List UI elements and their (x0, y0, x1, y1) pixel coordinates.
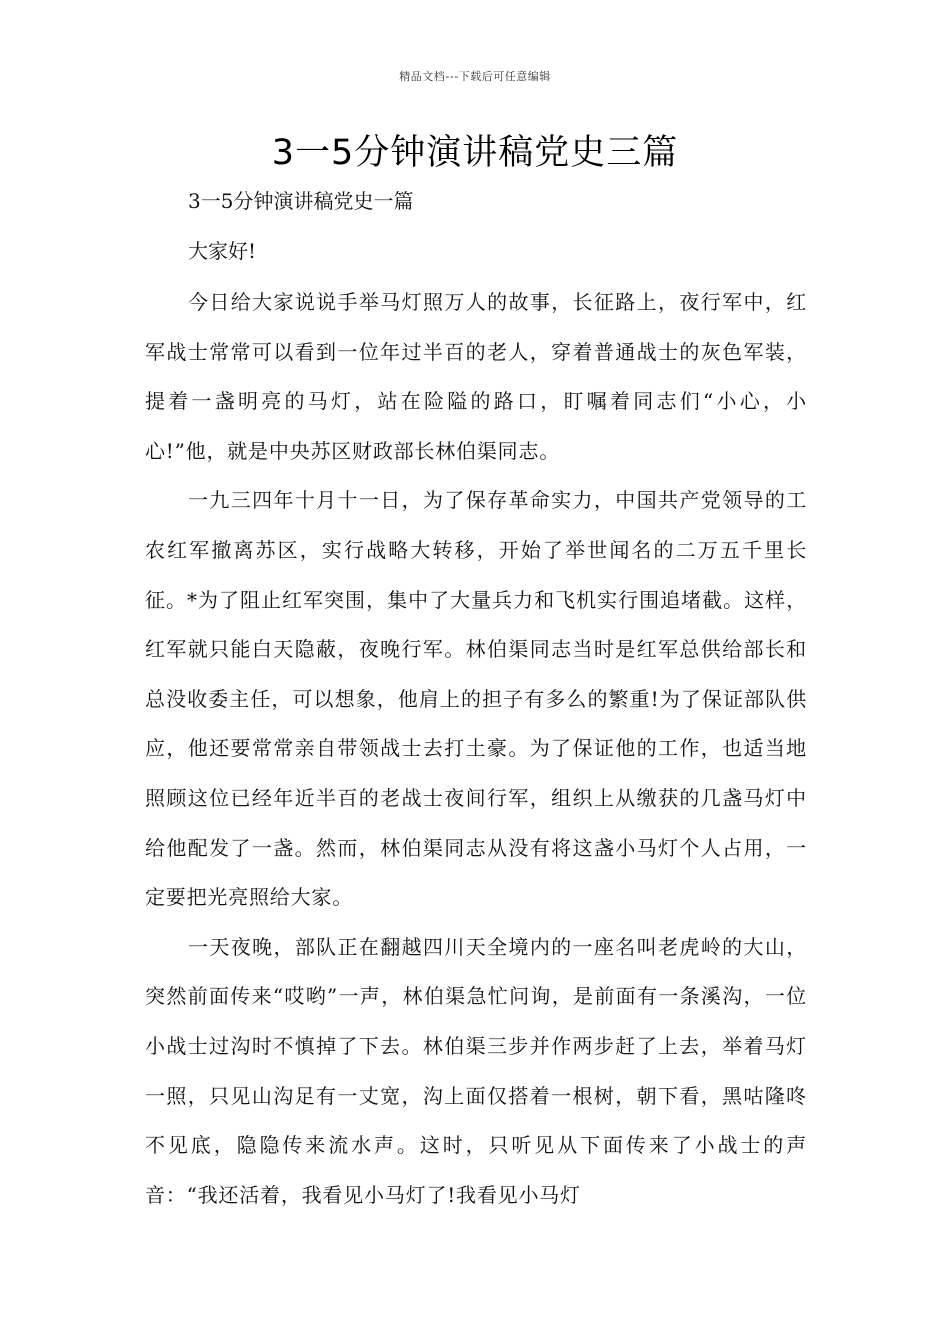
section-subtitle: 3一5分钟演讲稿党史一篇 (188, 189, 414, 213)
paragraph: 今日给大家说说手举马灯照万人的故事，长征路上，夜行军中，红军战士常常可以看到一位年过半百的老人，穿着普通战士的灰色军装，提着一盏明亮的马灯，站在险隘的路口，盯嘱着同志们“小心，小心!”他，就是中央苏区财政部长林伯渠同志。 (145, 290, 807, 463)
document-title: 3一5分钟演讲稿党史三篇 (271, 133, 679, 173)
document-body (145, 278, 807, 1220)
greeting-line: 大家好! (188, 239, 257, 263)
paragraph: 一九三四年十月十一日，为了保存革命实力，中国共产党领导的工农红军撤离苏区，实行战略大转移，开始了举世闻名的二万五千里长征。*为了阻止红军突围，集中了大量兵力和飞机实行围追堵截。这样，红军就只能白天隐蔽，夜晚行军。林伯渠同志当时是红军总供给部长和总没收委主任，可以想象，他肩上的担子有多么的繁重!为了保证部队供应，他还要常常亲自带领战士去打土豪。为了保证他的工作，也适当地照顾这位已经年近半百的老战士夜间行军，组织上从缴获的几盏马灯中给他配发了一盏。然而，林伯渠同志从没有将这盏小马灯个人占用，一定要把光亮照给大家。 (145, 488, 807, 910)
paragraph: 一天夜晚，部队正在翻越四川天全境内的一座名叫老虎岭的大山，突然前面传来“哎哟”一声，林伯渠急忙问询，是前面有一条溪沟，一位小战士过沟时不慎掉了下去。林伯渠三步并作两步赶了上去，举着马灯一照，只见山沟足有一丈宽，沟上面仅搭着一根树，朝下看，黑咕隆咚不见底，隐隐传来流水声。这时，只听见从下面传来了小战士的声音：“我还活着，我看见小马灯了!我看见小马灯 (145, 934, 807, 1207)
page-header: 精品文档---下载后可任意编辑 (399, 70, 551, 83)
